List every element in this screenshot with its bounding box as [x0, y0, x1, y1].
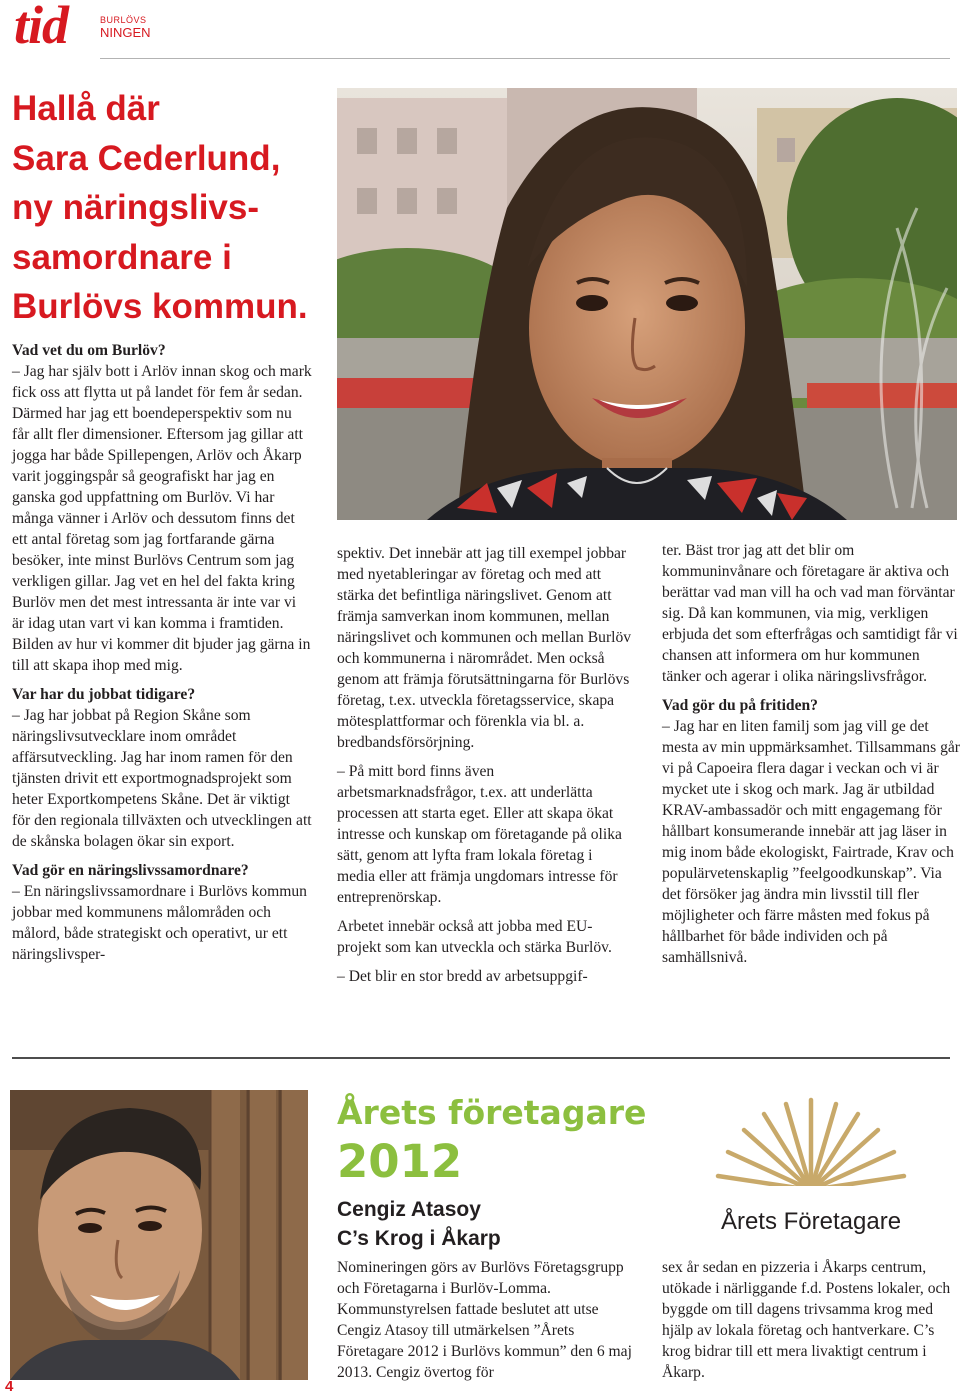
- masthead-logo-sub-top: BURLÖVS: [100, 15, 147, 25]
- interview-answer: – Jag har jobbat på Region Skåne som näringslivsutvecklare inom området affärsutveckling. Jag har inom ramen för den tjänsten drivit ett exportmognadsprojekt som heter Exportkompetens Skåne. Det är viktigt för den regionala tillväxten och utvecklingen att de skånska bolagen ökar sin export.: [12, 707, 312, 850]
- headline-line: Sara Cederlund,: [12, 138, 281, 178]
- headline-line: samordnare i: [12, 237, 232, 277]
- masthead-logo: tid: [14, 0, 69, 55]
- award-column-1: [337, 1257, 633, 1383]
- article-column-2: [337, 543, 633, 987]
- recipient-name: Cengiz Atasoy: [337, 1198, 481, 1221]
- page-number: 4: [5, 1378, 14, 1395]
- recipient-business: C’s Krog i Åkarp: [337, 1227, 501, 1250]
- award-title-line: Årets företagare: [337, 1093, 647, 1132]
- interview-question: Vad gör du på fritiden?: [662, 697, 818, 714]
- interview-question: Var har du jobbat tidigare?: [12, 686, 196, 703]
- body-paragraph: spektiv. Det innebär att jag till exempel jobbar med nyetableringar av företag och med att stärka det befintliga näringslivet. Genom att främja samverkan inom kommunen, mellan näringslivet och kommunen och mellan Burlöv och kommunerna i närområdet. Men också genom att främja förutsättningarna för Burlövs företag, t.ex. utveckla företagsservice, skapa mötesplattformar och förenkla via bl. a. bredbandsförsörjning.: [337, 545, 632, 751]
- headline-line: Burlövs kommun.: [12, 287, 308, 326]
- award-column-2: [662, 1257, 958, 1383]
- masthead-divider: [100, 58, 950, 59]
- headline-line: Hallå där: [12, 89, 160, 128]
- article-headline: [12, 84, 332, 332]
- article-column-3: [662, 540, 960, 968]
- award-title: [337, 1093, 646, 1189]
- award-recipient: [337, 1195, 501, 1253]
- section-divider: [12, 1057, 950, 1059]
- body-paragraph: ter. Bäst tror jag att det blir om kommuninvånare och företagare är aktiva och berättar vad man vill ha och vad man förväntar sig. Då kan kommunen, via mig, verkligen erbjuda det som efterfrågas och samtidigt får vi chansen att informera om hur kommunen tänker och agerar i olika näringslivsfrågor.: [662, 542, 958, 685]
- portrait-photo-sara-cederlund: [337, 88, 957, 520]
- body-paragraph: Nomineringen görs av Burlövs Företagsgrupp och Företagarna i Burlöv-Lomma. Kommunstyrelsen fattade beslutet att utse Cengiz Atasoy till utmärkelsen ”Årets Företagare 2012 i Burlövs kommun” den 6 maj 2013. Cengiz övertog för: [337, 1259, 632, 1381]
- award-year: 2012: [337, 1135, 463, 1188]
- award-logo-text: Årets Företagare: [720, 1208, 902, 1235]
- article-column-1: [12, 340, 312, 965]
- interview-answer: – En näringslivssamordnare i Burlövs kommun jobbar med kommunens målområden och målord, både strategiskt och operativt, ur ett näringslivsper-: [12, 883, 307, 963]
- masthead-logo-subtitle: [100, 16, 151, 39]
- interview-answer: – Jag har en liten familj som jag vill ge det mesta av min uppmärksamhet. Tillsammans går vi på Capoeira flera dagar i veckan och vi är mycket ute i skog och mark. Jag är utbildad KRAV-ambassadör och mitt engagemang för hållbart konsumerande innebär att jag läser in mig inom både ekologiskt, Fairtrade, Krav och populärvetenskaplig ”feelgoodkunskap”. Via det försöker jag ändra min livsstil till fler möjligheter och färre måsten med fokus på hållbarhet för både individen och på samhällsnivå.: [662, 718, 960, 966]
- body-paragraph: sex år sedan en pizzeria i Åkarps centrum, utökade i närliggande f.d. Postens lokaler, och byggde om till dagens trivsamma krog med hjälp av lokala företag och hantverkare. C’s krog bidrar till ett mera livaktigt centrum i Åkarp.: [662, 1259, 951, 1381]
- masthead-logo-sub-bottom: NINGEN: [100, 25, 151, 40]
- portrait-photo-cengiz-atasoy: [10, 1090, 308, 1380]
- interview-question: Vad vet du om Burlöv?: [12, 342, 166, 359]
- interview-question: Vad gör en näringslivssamordnare?: [12, 862, 249, 879]
- body-paragraph: Arbetet innebär också att jobba med EU-projekt som kan utveckla och stärka Burlöv.: [337, 918, 612, 956]
- headline-line: ny näringslivs-: [12, 188, 260, 227]
- body-paragraph: – På mitt bord finns även arbetsmarknadsfrågor, t.ex. att underlätta processen att starta eget. Eller att skapa ökat intresse och kunskap om företagande på olika sätt, genom att lyfta fram lokala företag i media eller att främja ungdomars intresse för entreprenörskap.: [337, 763, 622, 906]
- body-paragraph: – Det blir en stor bredd av arbetsuppgif-: [337, 968, 588, 985]
- interview-answer: – Jag har själv bott i Arlöv innan skog och mark fick oss att flytta ut på landet för fem år sedan. Därmed har jag ett boendeperspektiv som nu får allt fler dimensioner. Eftersom jag gillar att jogga har både Spillepengen, Arlöv och Åkarp varit joggingspår så geografiskt har jag en ganska god uppfattning om Burlöv. Vi har många vänner i Arlöv och dessutom finns det ett antal företag som jag fortfarande gärna besöker, inte minst Burlövs Centrum som jag verkligen gillar. Jag vet en hel del fakta kring Burlöv men det mest intressanta är inte var vi är idag utan vart vi kan komma i framtiden. Bilden av hur vi kommer dit bjuder jag gärna in till att skapa ihop med mig.: [12, 363, 312, 674]
